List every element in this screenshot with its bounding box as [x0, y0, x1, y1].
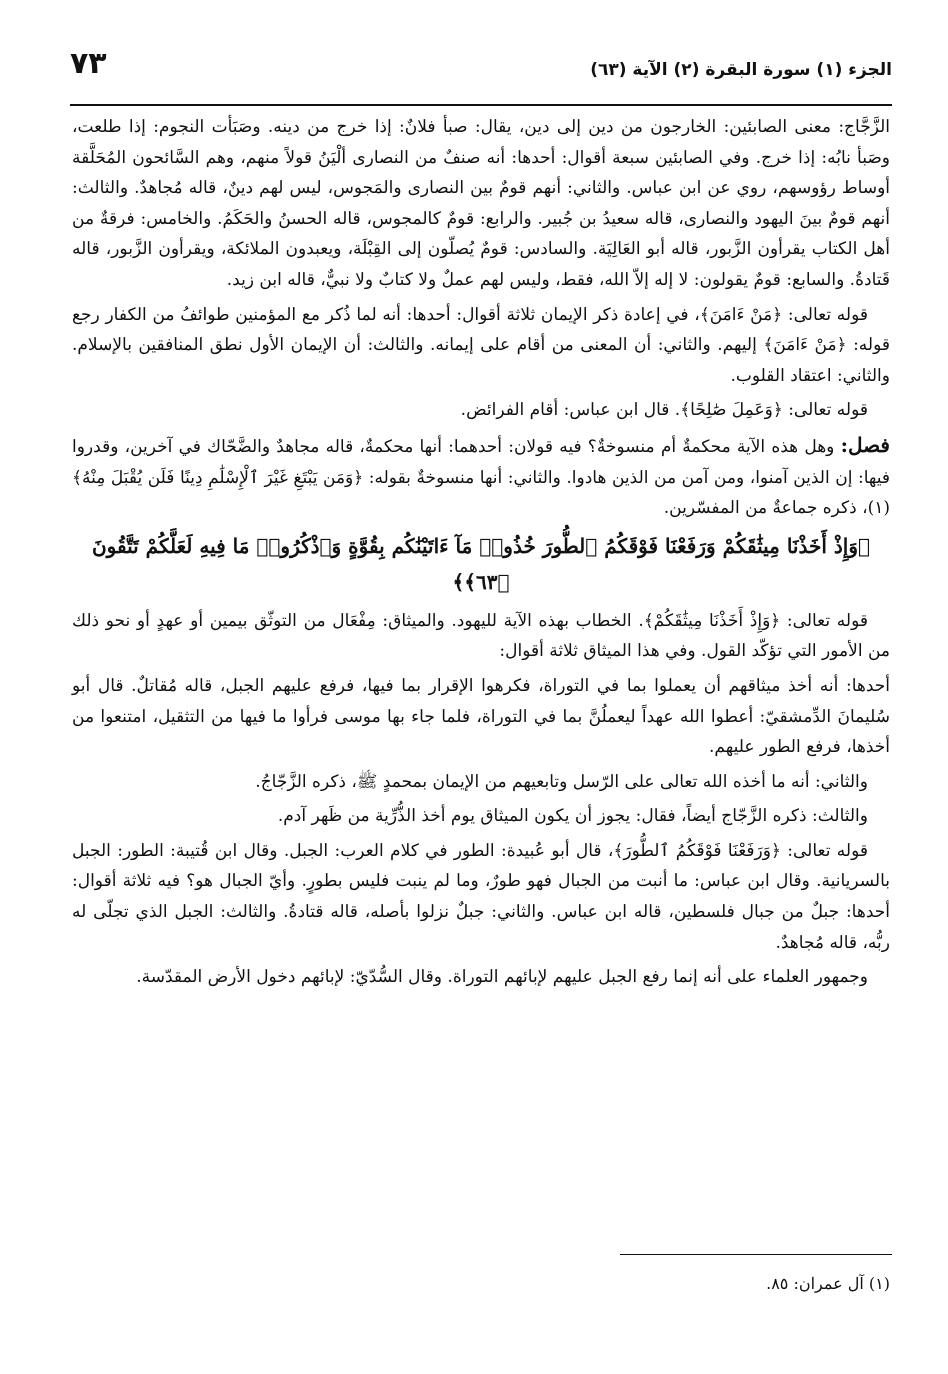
- paragraph-man-amana: قوله تعالى: ﴿مَنْ ءَامَنَ﴾، في إعادة ذكر الإيمان ثلاثة أقوال: أحدها: أنه لما ذُكر مع المؤمنين طوائفُ من الكفار رجع قوله: ﴿مَنْ ءَامَنَ﴾ إليهم. والثاني: أن المعنى من أقام على إيمانه. والثالث: أن الإيمان الأول نطق المنافقين بالإسلام. والثاني: اعتقاد القلوب.: [72, 304, 890, 386]
- page-body: [72, 112, 890, 997]
- paragraph-amila-salihan: قوله تعالى: ﴿وَعَمِلَ صَٰلِحًا﴾. قال ابن عباس: أقام الفرائض.: [460, 400, 868, 421]
- paragraph-tur: قوله تعالى: ﴿وَرَفَعْنَا فَوْقَكُمُ ٱلطُّورَ﴾، قال أبو عُبيدة: الطور في كلام العرب: الجبل. وقال ابن قُتيبة: الطور: الجبل بالسريانية. وقال ابن عباس: ما أنبت من الجبال فهو طورٌ، وما لم ينبت فليس بطورٍ. وأيّ الجبال هو؟ فيه ثلاثة أقوال: أحدها: جبلٌ من جبال فلسطين، قاله ابن عباس. والثاني: جبلٌ نزلوا بأصله، قاله قتادةُ. والثالث: الجبل الذي تجلّى له ربُّه، قاله مُجاهدٌ.: [72, 840, 890, 953]
- paragraph-mithaq: قوله تعالى: ﴿وَإِذْ أَخَذْنَا مِيثَٰقَكُمْ﴾. الخطاب بهذه الآية لليهود. والميثاق: مِفْعَال من التوثّق بيمين أو عهدٍ أو نحو ذلك من الأمور التي تؤكّد القول. وفي هذا الميثاق ثلاثة أقوال:: [72, 610, 890, 662]
- page-header: [70, 44, 892, 84]
- page-number: ٧٣: [70, 46, 107, 81]
- paragraph-jumhur: وجمهور العلماء على أنه إنما رفع الجبل عليهم لإبائهم التوراة. وقال السُّدّيّ: لإبائهم دخول الأرض المقدّسة.: [136, 967, 868, 988]
- footnote: (١) آل عمران: ٨٥.: [766, 1274, 890, 1293]
- paragraph-sabians: الزَّجَّاج: معنى الصابئين: الخارجون من دين إلى دين، يقال: صبأ فلانٌ: إذا خرج من دينه. وصَبَأت النجوم: إذا طلعت، وصَبأ نابُه: إذا خرج. وفي الصابئين سبعة أقوال: أحدها: أنه صنفٌ من النصارى ألْيَنُ قولاً منهم، وهم السَّائحون المُحَلَّقة أوساط رؤوسهم، روي عن ابن عباس. والثاني: أنهم قومٌ بين النصارى والمَجوس، ليس لهم دينٌ، قاله مُجاهدٌ. والثالث: أنهم قومٌ بينَ اليهود والنصارى، قاله سعيدُ بن جُبير. والرابع: قومٌ كالمجوس، قاله الحسنُ والحَكَمُ. والخامس: فرقةٌ من أهل الكتاب يقرأون الزَّبور، قاله أبو العَالِيَة. والسادس: قومٌ يُصلّون إلى القِبْلَة، ويعبدون الملائكة، ويقرأون الزَّبور، قاله قَتادةُ. والسابع: قومٌ يقولون: لا إله إلاّ الله، فقط، وليس لهم عملٌ ولا كتابٌ ولا نبيٌّ، قاله ابن زيد.: [72, 117, 890, 290]
- fasl-text: وهل هذه الآية محكمةٌ أم منسوخةٌ؟ فيه قولان: أحدهما: أنها محكمةٌ، قاله مجاهدٌ والضَّحّاك في آخرين، وقدروا فيها: إن الذين آمنوا، ومن آمن من الذين هادوا. والثاني: أنها منسوخةٌ بقوله: ﴿وَمَن يَبْتَغِ غَيْرَ ٱلْإِسْلَٰمِ دِينًا فَلَن يُقْبَلَ مِنْهُ﴾(١)، ذكره جماعةٌ من المفسّرين.: [72, 436, 890, 519]
- header-rule: [70, 104, 892, 106]
- running-title: الجزء (١) سورة البقرة (٢) الآية (٦٣): [590, 60, 892, 80]
- paragraph-second-opinion: والثاني: أنه ما أخذه الله تعالى على الرّسل وتابعيهم من الإيمان بمحمدٍ ﷺ، ذكره الزَّجّاجُ.: [255, 771, 868, 792]
- fasl-label: فصل:: [840, 432, 890, 457]
- paragraph-fasl: [72, 430, 890, 524]
- footnote-rule: [620, 1254, 892, 1255]
- paragraph-first-opinion: أحدها: أنه أخذ ميثاقهم أن يعملوا بما في التوراة، فكرهوا الإقرار بما فيها، فرفع عليهم الجبل، قاله مُقاتلٌ. قال أبو سُليمانَ الدِّمشقيّ: أعطوا الله عهداً ليعملُنَّ بما في التوراة، فلما جاء بها موسى فرأوا ما فيها من التثقيل، امتنعوا من أخذها، فرفع الطور عليهم.: [72, 675, 890, 758]
- paragraph-third-opinion: والثالث: ذكره الزَّجّاج أيضاً، فقال: يجوز أن يكون الميثاق يوم أخذ الذُّرِّية من ظَهر آدم.: [277, 806, 868, 827]
- quran-verse: ﴿وَإِذْ أَخَذْنَا مِيثَٰقَكُمْ وَرَفَعْنَا فَوْقَكُمُ ٱلطُّورَ خُذُوا۟ مَآ ءَاتَيْنَٰكُم بِقُوَّةٍ وَٱذْكُرُوا۟ مَا فِيهِ لَعَلَّكُمْ تَتَّقُونَ ﴿٦٣﴾﴾: [91, 533, 871, 594]
